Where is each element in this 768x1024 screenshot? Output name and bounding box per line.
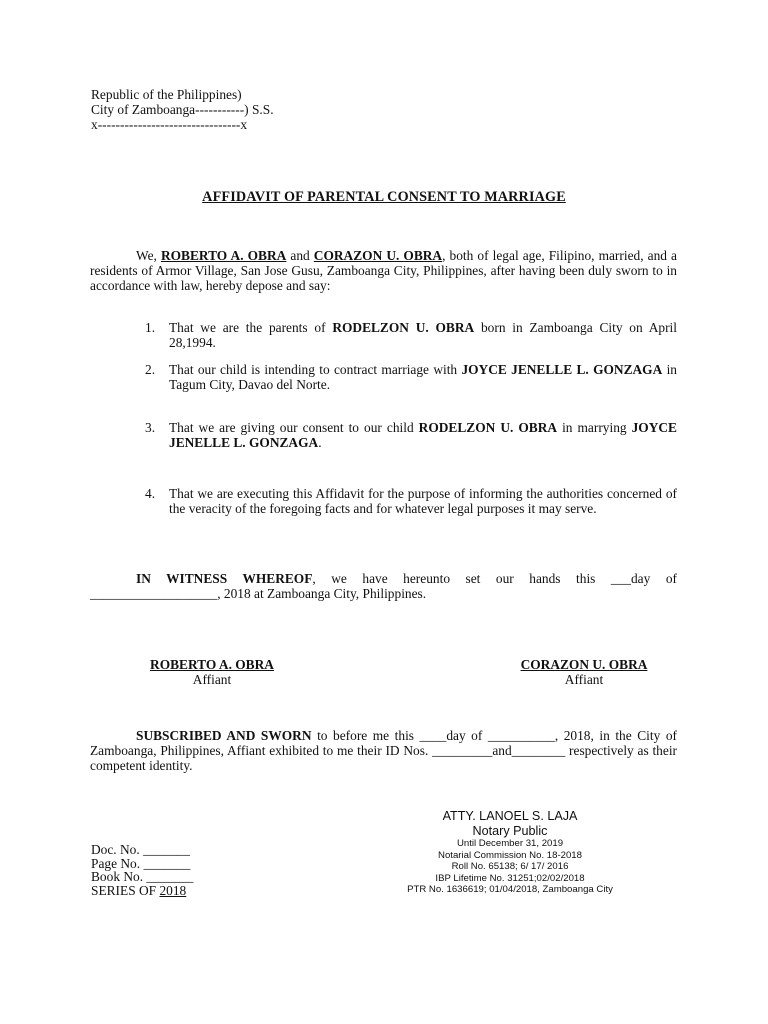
jurat-text: respectively as their competent identity. [90, 743, 677, 774]
caption-line-separator: x--------------------------------x [91, 117, 248, 132]
witness-lead: IN WITNESS WHEREOF [136, 571, 313, 586]
item-text: . [318, 435, 322, 451]
day-blank: ___ [610, 571, 631, 586]
series-label: SERIES OF [91, 883, 160, 899]
jurat-paragraph [90, 728, 677, 774]
book-no: Book No. _______ [91, 869, 194, 885]
signatory-name: ROBERTO A. OBRA [150, 657, 274, 672]
doc-no: Doc. No. _______ [91, 842, 190, 857]
item-bold-name: JOYCE JENELLE L. GONZAGA [169, 420, 677, 451]
item-text: born in Zamboanga City on April 28,1994. [169, 320, 677, 351]
venue-caption [91, 87, 274, 132]
affiant-name-1: ROBERTO A. OBRA [160, 248, 287, 263]
signatory-role: Affiant [192, 672, 232, 688]
statement-item-3 [145, 420, 677, 450]
witness-text: day of [630, 571, 677, 586]
notary-block [366, 809, 654, 896]
signatory-name: CORAZON U. OBRA [520, 657, 648, 672]
item-text: That we are executing this Affidavit for the purpose of informing the authorities concerned of the veracity of the foregoing facts and for whatever legal purposes it may serve. [169, 486, 677, 517]
signature-block-1 [118, 657, 306, 687]
witness-text: , 2018 at Zamboanga City, Philippines. [217, 586, 427, 602]
item-text: That we are giving our consent to our child [169, 420, 419, 435]
item-text: in marrying [557, 420, 632, 435]
item-bold-name: JOYCE JENELLE L. GONZAGA [461, 362, 663, 377]
document-title: AFFIDAVIT OF PARENTAL CONSENT TO MARRIAGE [202, 189, 566, 205]
statement-item-4 [145, 486, 677, 516]
notary-detail: PTR No. 1636619; 01/04/2018, Zamboanga City [407, 884, 613, 896]
notary-detail: Roll No. 65138; 6/ 17/ 2016 [451, 861, 569, 873]
notary-detail: IBP Lifetime No. 31251;02/02/2018 [435, 872, 585, 884]
item-number: 2. [145, 362, 156, 377]
item-text: in Tagum City, Davao del Norte. [169, 362, 677, 393]
caption-line-city: City of Zamboanga-----------) S.S. [91, 102, 274, 117]
intro-pre: We, [136, 248, 161, 263]
item-number: 3. [145, 420, 156, 435]
item-number: 1. [145, 320, 156, 335]
jurat-lead: SUBSCRIBED AND SWORN [136, 728, 312, 743]
jurat-text: day of [446, 728, 488, 743]
signatory-role: Affiant [564, 672, 604, 688]
item-number: 4. [145, 486, 156, 501]
intro-paragraph [90, 248, 677, 294]
id-blank-2: ________ [511, 743, 566, 759]
id-blank-1: _________ [432, 743, 493, 759]
month-blank: ___________________ [90, 586, 218, 602]
notary-detail: Notarial Commission No. 18-2018 [438, 849, 582, 861]
caption-line-republic: Republic of the Philippines) [91, 87, 242, 102]
jurat-text: , 2018, in the City of Zamboanga, Philippines, Affiant exhibited to me their ID Nos. [90, 728, 677, 759]
notary-detail: Until December 31, 2019 [456, 838, 564, 849]
day-blank: ____ [419, 728, 447, 743]
witness-text: , we have hereunto set our hands this [312, 571, 611, 586]
item-bold-name: RODELZON U. OBRA [418, 420, 558, 435]
intro-rest: , both of legal age, Filipino, married, and a residents of Armor Village, San Jose Gusu, Zamboanga City, Philippines, after having been duly sworn to in accordance with law, hereby depose and say: [90, 248, 677, 294]
series-line [91, 884, 193, 898]
affiant-name-2: CORAZON U. OBRA [313, 248, 443, 263]
item-text: That our child is intending to contract marriage with [169, 362, 462, 377]
item-bold-name: RODELZON U. OBRA [332, 320, 475, 335]
page-no: Page No. _______ [91, 855, 191, 871]
month-blank: __________ [487, 728, 555, 743]
signature-block-2 [490, 657, 678, 687]
jurat-text: and [492, 743, 512, 759]
statement-item-1 [145, 320, 677, 350]
witness-paragraph [90, 571, 677, 601]
notary-title: Notary Public [472, 824, 548, 838]
series-year: 2018 [159, 883, 187, 899]
statement-item-2 [145, 362, 677, 392]
jurat-text: to before me this [311, 728, 420, 743]
item-text: That we are the parents of [169, 320, 333, 335]
notary-name: ATTY. LANOEL S. LAJA [442, 809, 578, 823]
notarial-register [91, 843, 193, 898]
intro-and: and [286, 248, 314, 263]
